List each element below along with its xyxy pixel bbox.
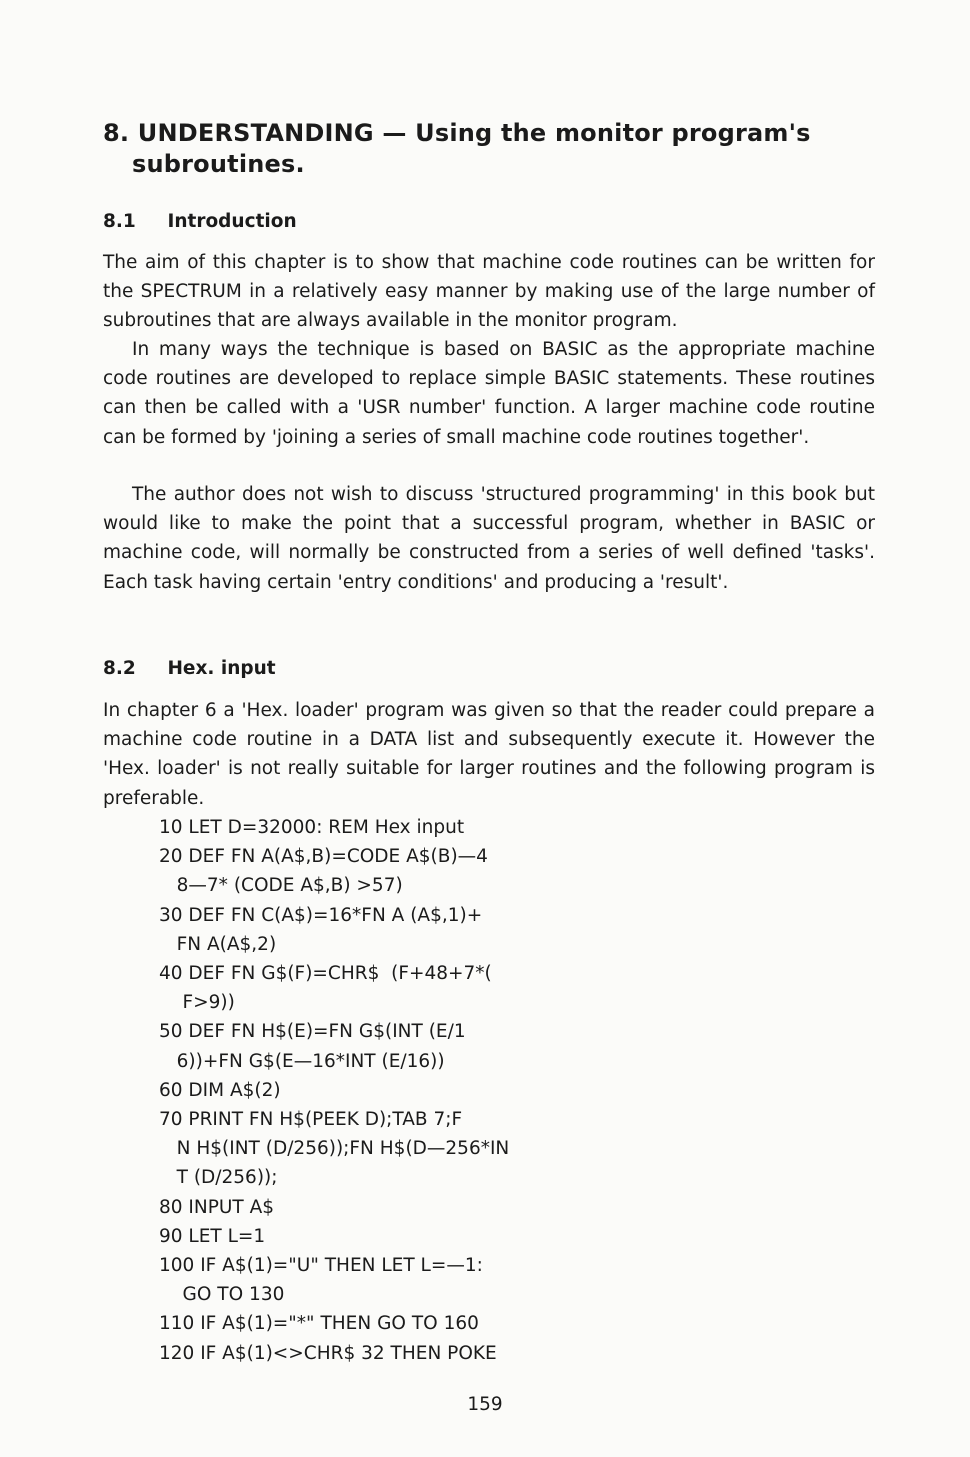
code-line: 80 INPUT A$ — [159, 1196, 275, 1218]
section-title: Hex. input — [167, 658, 276, 679]
code-line: 50 DEF FN H$(E)=FN G$(INT (E/1 — [159, 1021, 466, 1043]
code-line: 90 LET L=1 — [159, 1225, 266, 1247]
section-number: 8.1 — [103, 211, 136, 232]
code-line: N H$(INT (D/256));FN H$(D—256*IN — [159, 1138, 510, 1160]
code-line: 40 DEF FN G$(F)=CHR$ (F+48+7*( — [159, 963, 492, 985]
section-number: 8.2 — [103, 658, 136, 679]
code-line: FN A(A$,2) — [159, 933, 277, 955]
code-line: 120 IF A$(1)<>CHR$ 32 THEN POKE — [159, 1342, 497, 1364]
code-line: 8—7* (CODE A$,B) >57) — [159, 875, 403, 897]
intro-paragraph-2: In many ways the technique is based on BASIC as the appropriate machine code routines are developed to replace simple BASIC statements. These routines can then be called with a 'USR number' function. A larger machine code routine can be formed by 'joining a series of small machine code routines together'. — [103, 339, 875, 448]
intro-paragraph-3: The author does not wish to discuss 'structured programming' in this book but would like to make the point that a successful program, whether in BASIC or machine code, will normally be constructed from a series of well defined 'tasks'. Each task having certain 'entry conditions' and producing a 'result'. — [103, 484, 875, 593]
code-line: 110 IF A$(1)="*" THEN GO TO 160 — [159, 1313, 479, 1335]
basic-program-listing — [159, 813, 659, 1368]
code-line: 6))+FN G$(E—16*INT (E/16)) — [159, 1050, 445, 1072]
chapter-title — [103, 118, 863, 180]
chapter-title-line-2: subroutines. — [132, 150, 305, 178]
section-heading-hex-input — [103, 658, 276, 680]
code-line: 70 PRINT FN H$(PEEK D);TAB 7;F — [159, 1109, 463, 1131]
section-heading-introduction — [103, 211, 297, 233]
code-line: 10 LET D=32000: REM Hex input — [159, 817, 465, 838]
code-line: 60 DIM A$(2) — [159, 1079, 281, 1101]
intro-paragraph-1: The aim of this chapter is to show that machine code routines can be written for the SPECTRUM in a relatively easy manner by making use of the large number of subroutines that are always available in the monitor program. — [103, 252, 875, 332]
code-line: 20 DEF FN A(A$,B)=CODE A$(B)—4 — [159, 846, 488, 868]
chapter-title-line-1: 8. UNDERSTANDING — Using the monitor program's — [103, 119, 811, 147]
page-number: 159 — [467, 1394, 503, 1415]
code-line: 30 DEF FN C(A$)=16*FN A (A$,1)+ — [159, 904, 483, 926]
code-line: 100 IF A$(1)="U" THEN LET L=—1: — [159, 1255, 483, 1277]
code-line: T (D/256)); — [159, 1167, 278, 1189]
section-title: Introduction — [167, 211, 297, 232]
code-line: GO TO 130 — [159, 1284, 285, 1306]
hex-input-paragraph: In chapter 6 a 'Hex. loader' program was given so that the reader could prepare a machine code routine in a DATA list and subsequently execute it. However the 'Hex. loader' is not really suitable for larger routines and the following program is preferable. — [103, 700, 875, 809]
code-line: F>9)) — [159, 992, 235, 1014]
